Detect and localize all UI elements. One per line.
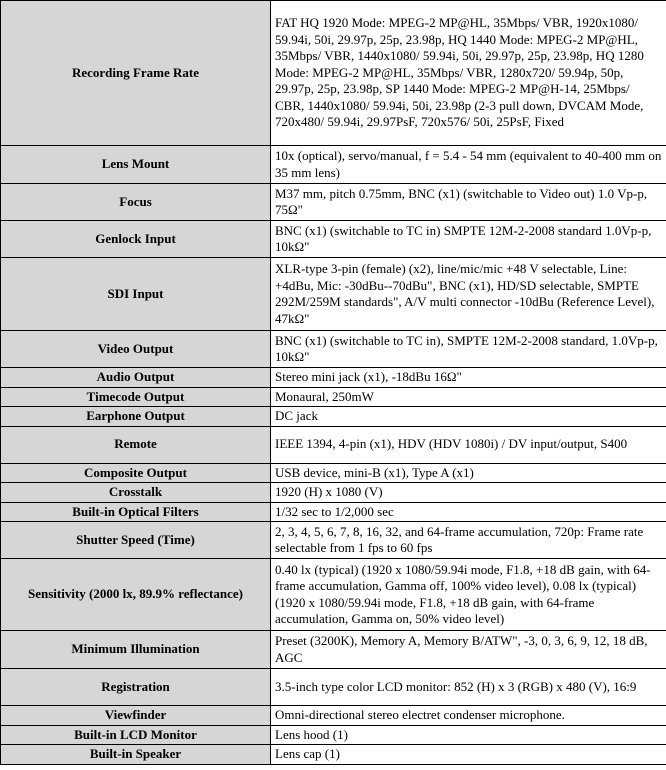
spec-label: Viewfinder — [1, 706, 271, 726]
spec-value: IEEE 1394, 4-pin (x1), HDV (HDV 1080i) / DV input/output, S400 — [271, 426, 666, 463]
spec-value: DC jack — [271, 407, 666, 427]
spec-value: 1/32 sec to 1/2,000 sec — [271, 502, 666, 522]
spec-value: M37 mm, pitch 0.75mm, BNC (x1) (switchable to Video out) 1.0 Vp-p, 75Ω" — [271, 184, 666, 221]
spec-label: Earphone Output — [1, 407, 271, 427]
spec-label: Registration — [1, 669, 271, 706]
spec-label: Built-in Optical Filters — [1, 502, 271, 522]
spec-value: BNC (x1) (switchable to TC in), SMPTE 12M-2-2008 standard, 1.0Vp-p, 10kΩ" — [271, 331, 666, 368]
spec-label: Recording Frame Rate — [1, 1, 271, 146]
spec-value: 2, 3, 4, 5, 6, 7, 8, 16, 32, and 64-frame accumulation, 720p: Frame rate selectable from 1 fps to 60 fps — [271, 522, 666, 559]
spec-label: Audio Output — [1, 368, 271, 388]
spec-label: Built-in Speaker — [1, 745, 271, 765]
table-row — [1, 407, 666, 427]
spec-value: Monaural, 250mW — [271, 387, 666, 407]
table-row — [1, 631, 666, 669]
table-row — [1, 522, 666, 559]
spec-value: Preset (3200K), Memory A, Memory B/ATW", -3, 0, 3, 6, 9, 12, 18 dB, AGC — [271, 631, 666, 669]
table-row — [1, 221, 666, 258]
spec-value: Lens cap (1) — [271, 745, 666, 765]
spec-label: Timecode Output — [1, 387, 271, 407]
spec-value: BNC (x1) (switchable to TC in) SMPTE 12M-2-2008 standard 1.0Vp-p, 10kΩ" — [271, 221, 666, 258]
spec-label: Genlock Input — [1, 221, 271, 258]
table-row — [1, 331, 666, 368]
table-row — [1, 463, 666, 483]
spec-value: Lens hood (1) — [271, 725, 666, 745]
table-row — [1, 146, 666, 184]
spec-value: 3.5-inch type color LCD monitor: 852 (H) x 3 (RGB) x 480 (V), 16:9 — [271, 669, 666, 706]
spec-value: Stereo mini jack (x1), -18dBu 16Ω" — [271, 368, 666, 388]
table-row — [1, 426, 666, 463]
spec-value: XLR-type 3-pin (female) (x2), line/mic/mic +48 V selectable, Line: +4dBu, Mic: -30dBu--70dBu", BNC (x1), HD/SD selectable, SMPTE 292M/259M standards", A/V multi connector -10dBu (Reference Level), 47kΩ" — [271, 258, 666, 331]
spec-label: Video Output — [1, 331, 271, 368]
spec-value: 1920 (H) x 1080 (V) — [271, 483, 666, 503]
spec-label: Remote — [1, 426, 271, 463]
spec-label: Built-in LCD Monitor — [1, 725, 271, 745]
spec-value: 10x (optical), servo/manual, f = 5.4 - 54 mm (equivalent to 40-400 mm on 35 mm lens) — [271, 146, 666, 184]
table-row — [1, 745, 666, 765]
table-row — [1, 184, 666, 221]
table-row — [1, 559, 666, 631]
spec-label: Sensitivity (2000 lx, 89.9% reflectance) — [1, 559, 271, 631]
table-row — [1, 725, 666, 745]
spec-value: FAT HQ 1920 Mode: MPEG-2 MP@HL, 35Mbps/ VBR, 1920x1080/ 59.94i, 50i, 29.97p, 25p, 23.98p, HQ 1440 Mode: MPEG-2 MP@HL, 35Mbps/ VBR, 1440x1080/ 59.94i, 50i, 29.97p, 25p, 23.98p, HQ 1280 Mode: MPEG-2 MP@HL, 35Mbps/ VBR, 1280x720/ 59.94p, 50p, 29.97p, 25p, 23.98p, SP 1440 Mode: MPEG-2 MP@H-14, 25Mbps/ CBR, 1440x1080/ 59.94i, 50i, 23.98p (2-3 pull down, DVCAM Mode, 720x480/ 59.94i, 29.97PsF, 720x576/ 50i, 25PsF, Fixed — [271, 1, 666, 146]
spec-label: Minimum Illumination — [1, 631, 271, 669]
table-row — [1, 706, 666, 726]
spec-label: SDI Input — [1, 258, 271, 331]
spec-label: Focus — [1, 184, 271, 221]
spec-value: 0.40 lx (typical) (1920 x 1080/59.94i mode, F1.8, +18 dB gain, with 64-frame accumulation, Gamma off, 100% video level), 0.08 lx (typical) (1920 x 1080/59.94i mode, F1.8, +18 dB gain, with 64-frame accumulation, Gamma on, 50% video level) — [271, 559, 666, 631]
table-row — [1, 1, 666, 146]
spec-label: Composite Output — [1, 463, 271, 483]
spec-label: Shutter Speed (Time) — [1, 522, 271, 559]
spec-value: USB device, mini-B (x1), Type A (x1) — [271, 463, 666, 483]
spec-label: Lens Mount — [1, 146, 271, 184]
table-row — [1, 502, 666, 522]
spec-label: Crosstalk — [1, 483, 271, 503]
table-row — [1, 483, 666, 503]
table-row — [1, 669, 666, 706]
table-row — [1, 368, 666, 388]
table-row — [1, 258, 666, 331]
table-row — [1, 387, 666, 407]
spec-value: Omni-directional stereo electret condenser microphone. — [271, 706, 666, 726]
